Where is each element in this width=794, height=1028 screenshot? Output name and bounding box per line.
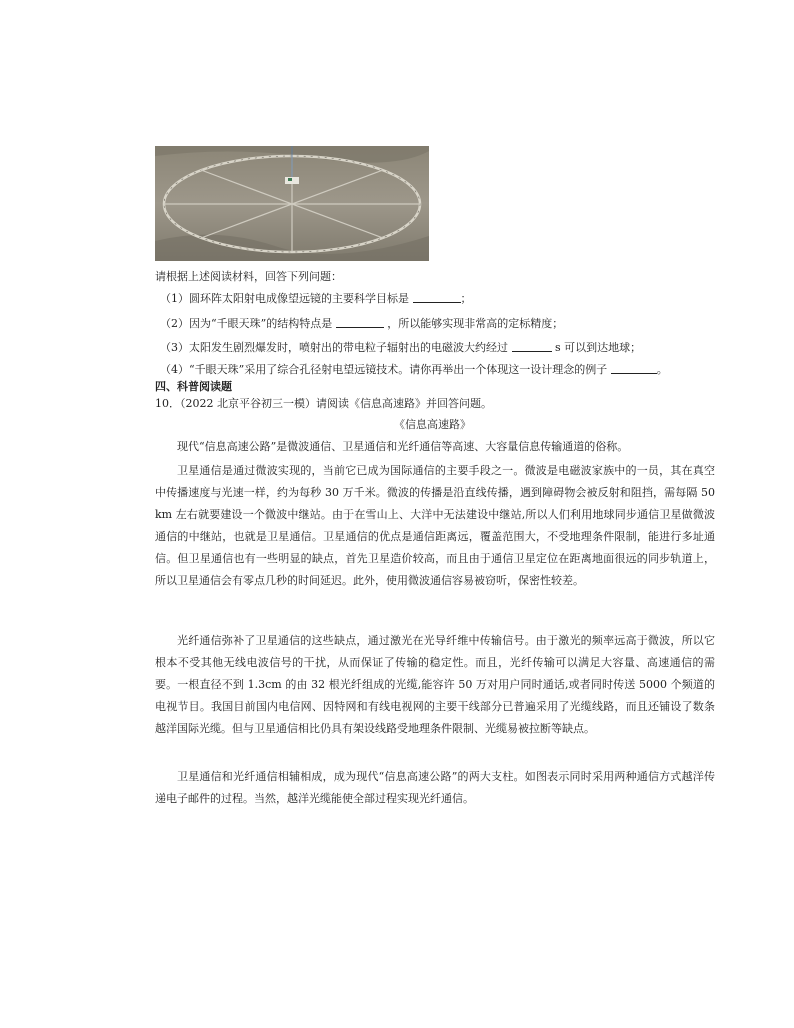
answer-instructions: 请根据上述阅读材料，回答下列问题： [155,270,342,283]
question-3 [160,341,641,355]
question-1-end: ； [460,292,472,305]
question-4 [160,363,668,377]
question-2-end: ，所以能够实现非常高的定标精度； [387,317,564,330]
article-title: 《信息高速路》 [394,418,471,431]
article-paragraph-3: 光纤通信弥补了卫星通信的这些缺点，通过激光在光导纤维中传输信号。由于激光的频率远高于微波，所以它根本不受其他无线电波信号的干扰，从而保证了传输的稳定性。而且，光纤传输可以满足大容量、高速通信的需要。一根直径不到 1.3cm 的由 32 根光纤组成的光缆,能容许 50 万对用户同时通话,或者同时传送 5000 个频道的电视节目。我国目前国内电信网、因特网和有线电视网的主要干线部分已普遍采用了光缆线路，而且还铺设了数条越洋国际光缆。但与卫星通信相比仍具有架设线路受地理条件限制、光缆易被拉断等缺点。 [155,634,715,735]
question-4-text: （4）“千眼天珠”采用了综合孔径射电望远镜技术。请你再举出一个体现这一设计理念的例子 [160,363,608,376]
answer-blank-4[interactable] [611,363,657,374]
question-2-text: （2）因为“千眼天珠”的结构特点是 [160,317,333,330]
question-4-end: 。 [656,363,668,376]
question-1 [160,292,472,306]
question-3-text: （3）太阳发生剧烈爆发时，喷射出的带电粒子辐射出的电磁波大约经过 [160,341,508,354]
article-paragraph-4: 卫星通信和光纤通信相辅相成，成为现代“信息高速公路”的两大支柱。如图表示同时采用两种通信方式越洋传递电子邮件的过程。当然，越洋光缆能使全部过程实现光纤通信。 [155,770,715,805]
article-paragraph-1: 现代“信息高速公路”是微波通信、卫星通信和光纤通信等高速、大容量信息传输通道的俗称。 [177,440,629,453]
question-2 [160,317,563,331]
telescope-aerial-photo [155,146,429,261]
answer-blank-2[interactable] [336,317,384,328]
question-3-end: s 可以到达地球； [555,341,642,354]
answer-blank-3[interactable] [512,341,552,352]
article-paragraph-2: 卫星通信是通过微波实现的，当前它已成为国际通信的主要手段之一。微波是电磁波家族中的一员，其在真空中传播速度与光速一样，约为每秒 30 万千米。微波的传播是沿直线传播，遇到障碍物会被反射和阻挡，需每隔 50 km 左右就要建设一个微波中继站。由于在雪山上、大洋中无法建设中继站,所以人们利用地球同步通信卫星做微波通信的中继站，也就是卫星通信。卫星通信的优点是通信距离远，覆盖范围大，不受地理条件限制，能进行多址通信。但卫星通信也有一些明显的缺点，首先卫星造价较高，而且由于通信卫星定位在距离地面很远的同步轨道上，所以卫星通信会有零点几秒的时间延迟。此外，使用微波通信容易被窃听，保密性较差。 [155,464,715,587]
question-1-text: （1）圆环阵太阳射电成像望远镜的主要科学目标是 [160,292,409,305]
question-10-prompt: 10．（2022 北京平谷初三一模）请阅读《信息高速路》并回答问题。 [155,397,492,410]
answer-blank-1[interactable] [413,292,461,303]
section-heading: 四、科普阅读题 [155,380,232,393]
